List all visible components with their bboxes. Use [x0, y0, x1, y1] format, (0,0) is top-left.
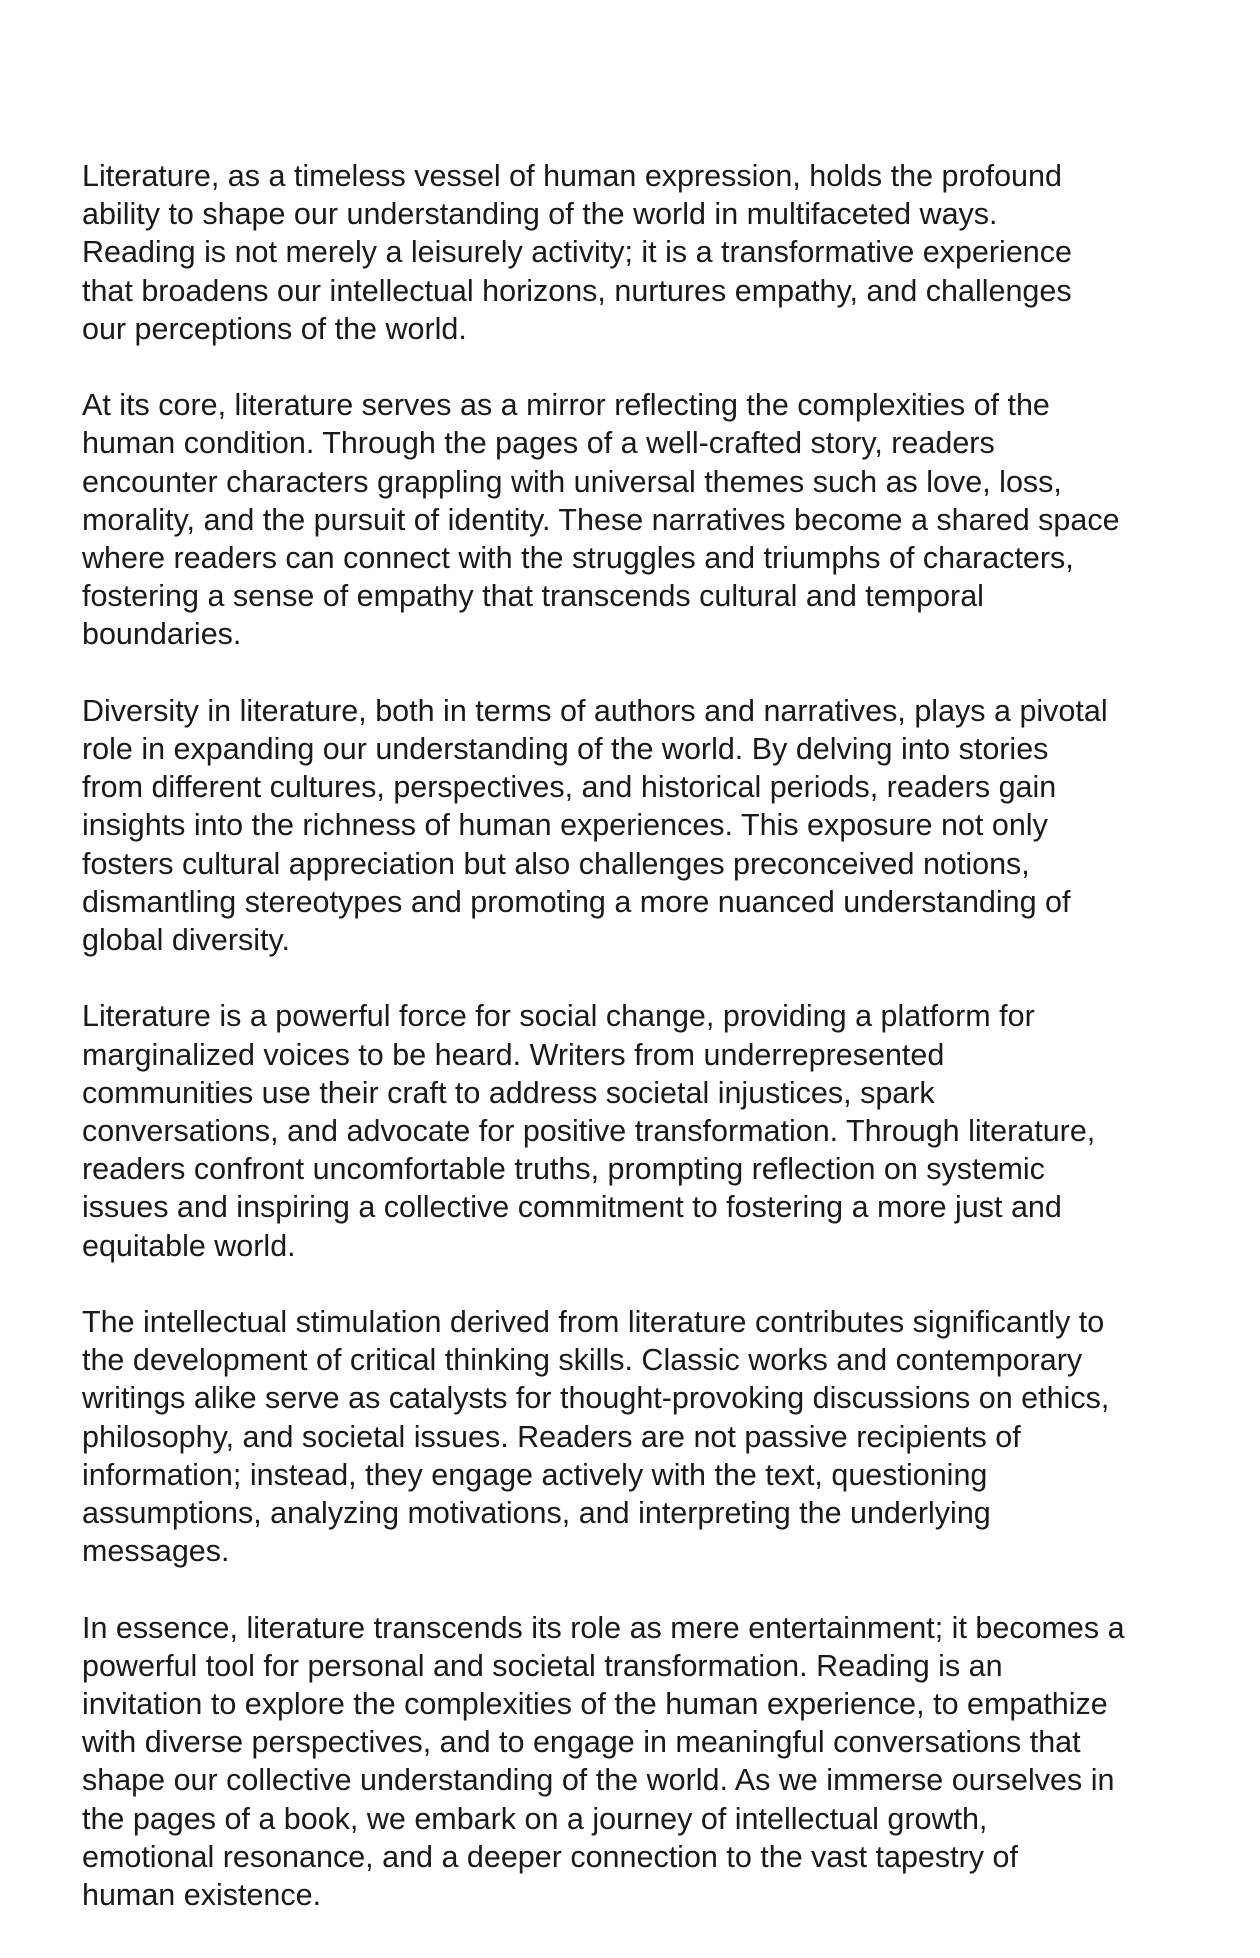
paragraph-line: emotional resonance, and a deeper connection to the vast tapestry of	[82, 1839, 1018, 1874]
paragraph-line: insights into the richness of human experiences. This exposure not only	[82, 808, 1048, 843]
paragraph-line: role in expanding our understanding of the world. By delving into stories	[82, 732, 1049, 767]
paragraph-line: fostering a sense of empathy that transcends cultural and temporal	[82, 579, 984, 614]
paragraph-line: At its core, literature serves as a mirror reflecting the complexities of the	[82, 388, 1050, 423]
paragraph-line: Literature is a powerful force for social change, providing a platform for	[82, 999, 1035, 1034]
paragraph-line: that broadens our intellectual horizons, nurtures empathy, and challenges	[82, 273, 1072, 308]
paragraph-line: conversations, and advocate for positive transformation. Through literature,	[82, 1114, 1096, 1149]
paragraph-introduction	[82, 157, 1192, 348]
paragraph-line: from different cultures, perspectives, and historical periods, readers gain	[82, 770, 1057, 805]
paragraph-line: In essence, literature transcends its role as mere entertainment; it becomes a	[82, 1610, 1125, 1645]
paragraph-line: morality, and the pursuit of identity. These narratives become a shared space	[82, 502, 1120, 537]
paragraph-line: equitable world.	[82, 1228, 296, 1263]
paragraph-line: human existence.	[82, 1878, 322, 1913]
paragraph-line: writings alike serve as catalysts for thought-provoking discussions on ethics,	[82, 1381, 1110, 1416]
paragraph-line: Diversity in literature, both in terms of authors and narratives, plays a pivotal	[82, 693, 1108, 728]
paragraph-diversity	[82, 692, 1192, 959]
paragraph-line: human condition. Through the pages of a well-crafted story, readers	[82, 426, 995, 461]
paragraph-social-change	[82, 997, 1192, 1264]
paragraph-line: fosters cultural appreciation but also challenges preconceived notions,	[82, 846, 1030, 881]
paragraph-line: invitation to explore the complexities of the human experience, to empathize	[82, 1687, 1108, 1722]
paragraph-line: issues and inspiring a collective commitment to fostering a more just and	[82, 1190, 1062, 1225]
paragraph-line: powerful tool for personal and societal transformation. Reading is an	[82, 1648, 1003, 1683]
paragraph-human-condition	[82, 386, 1192, 653]
paragraph-line: our perceptions of the world.	[82, 311, 467, 346]
paragraph-line: communities use their craft to address societal injustices, spark	[82, 1075, 935, 1110]
paragraph-line: readers confront uncomfortable truths, prompting reflection on systemic	[82, 1152, 1045, 1187]
paragraph-line: ability to shape our understanding of the world in multifaceted ways.	[82, 197, 998, 232]
paragraph-line: philosophy, and societal issues. Readers are not passive recipients of	[82, 1419, 1021, 1454]
paragraph-line: Literature, as a timeless vessel of human expression, holds the profound	[82, 159, 1062, 193]
paragraph-line: the development of critical thinking skills. Classic works and contemporary	[82, 1343, 1083, 1378]
paragraph-line: assumptions, analyzing motivations, and interpreting the underlying	[82, 1496, 991, 1531]
paragraph-line: marginalized voices to be heard. Writers from underrepresented	[82, 1037, 945, 1072]
paragraph-line: encounter characters grappling with universal themes such as love, loss,	[82, 464, 1062, 499]
paragraph-line: Reading is not merely a leisurely activity; it is a transformative experience	[82, 235, 1072, 270]
paragraph-line: messages.	[82, 1534, 230, 1569]
paragraph-line: global diversity.	[82, 923, 290, 958]
paragraph-line: boundaries.	[82, 617, 242, 652]
paragraph-line: shape our collective understanding of the world. As we immerse ourselves in	[82, 1763, 1115, 1798]
paragraph-line: the pages of a book, we embark on a journey of intellectual growth,	[82, 1801, 988, 1836]
paragraph-line: with diverse perspectives, and to engage in meaningful conversations that	[82, 1725, 1081, 1760]
paragraph-line: dismantling stereotypes and promoting a more nuanced understanding of	[82, 884, 1071, 919]
paragraph-critical-thinking	[82, 1303, 1192, 1570]
paragraph-line: The intellectual stimulation derived from literature contributes significantly to	[82, 1305, 1105, 1340]
paragraph-line: where readers can connect with the struggles and triumphs of characters,	[82, 541, 1074, 576]
paragraph-conclusion	[82, 1609, 1192, 1915]
paragraph-line: information; instead, they engage actively with the text, questioning	[82, 1457, 988, 1492]
essay-document	[82, 157, 1192, 1914]
